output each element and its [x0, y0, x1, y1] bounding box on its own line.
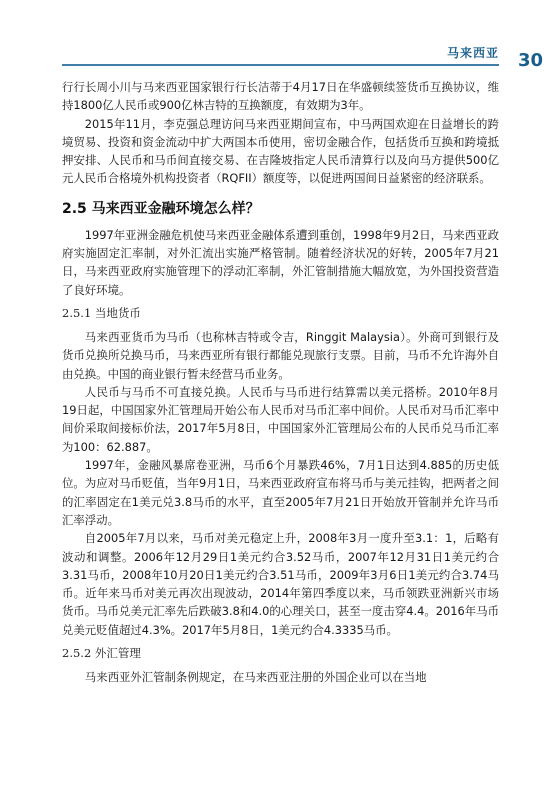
paragraph-continued: 行行长周小川与马来西亚国家银行行长洁蒂于4月17日在华盛顿续签货币互换协议，维持1800亿人民币或900亿林吉特的互换额度，有效期为3年。 [62, 80, 499, 113]
section-heading: 2.5 马来西亚金融环境怎么样？ [62, 200, 260, 217]
paragraph: 1997年，金融风暴席卷亚洲，马币6个月暴跌46%，7月1日达到4.885的历史低位。为应对马币贬值，当年9月1日，马来西亚政府宣布将马币与美元挂钩，把两者之间的汇率固定在1美元兑3.8马币的水平，直至2005年7月21日开始放开管制并允许马币汇率浮动。 [62, 458, 499, 527]
subsection-heading-currency: 2.5.1 当地货币 [62, 305, 141, 320]
paragraph: 马来西亚外汇管制条例规定，在马来西亚注册的外国企业可以在当地 [84, 670, 427, 685]
header-rule [62, 64, 499, 66]
page-number: 30 [517, 50, 543, 71]
running-header-title: 马来西亚 [446, 46, 499, 60]
subsection-heading-forex: 2.5.2 外汇管理 [62, 646, 141, 661]
paragraph: 人民币与马币不可直接兑换。人民币与马币进行结算需以美元搭桥。2010年8月19日起，中国国家外汇管理局开始公布人民币对马币汇率中间价。人民币对马币汇率中间价采取间接标价法，2017年5月8日，中国国家外汇管理局公布的人民币兑马币汇率为100：62.887。 [62, 384, 499, 454]
paragraph: 1997年亚洲金融危机使马来西亚金融体系遭到重创，1998年9月2日，马来西亚政府实施固定汇率制，对外汇流出实施严格管制。随着经济状况的好转，2005年7月21日，马来西亚政府实施管理下的浮动汇率制，外汇管制措施大幅放宽，为外国投资营造了良好环境。 [62, 227, 499, 297]
page-body [62, 78, 499, 686]
paragraph: 自2005年7月以来，马币对美元稳定上升，2008年3月一度升至3.1：1，后略有波动和调整。2006年12月29日1美元约合3.52马币，2007年12月31日1美元约合3.31马币，2008年10月20日1美元约合3.51马币，2009年3月6日1美元约合3.74马币。近年来马币对美元再次出现波动，2014年第四季度以来，马币领跌亚洲新兴市场货币。马币兑美元汇率先后跌破3.8和4.0的心理关口，甚至一度击穿4.4。2016年马币兑美元贬值超过4.3%。2017年5月8日，1美元约合4.3335马币。 [62, 531, 499, 637]
paragraph: 马来西亚货币为马币（也称林吉特或令吉，Ringgit Malaysia）。外商可到银行及货币兑换所兑换马币，马来西亚所有银行都能兑现旅行支票。目前，马币不允许海外自由兑换。中国的商业银行暂未经营马币业务。 [62, 329, 499, 381]
page-header [0, 0, 559, 80]
paragraph: 2015年11月，李克强总理访问马来西亚期间宣布，中马两国欢迎在日益增长的跨境贸易、投资和资金流动中扩大两国本币使用，密切金融合作，包括货币互换和跨境抵押安排、人民币和马币间直接交易、在吉隆坡指定人民币清算行以及向马方提供500亿元人民币合格境外机构投资者（RQFII）额度等，以促进两国间日益紧密的经济联系。 [62, 116, 499, 186]
